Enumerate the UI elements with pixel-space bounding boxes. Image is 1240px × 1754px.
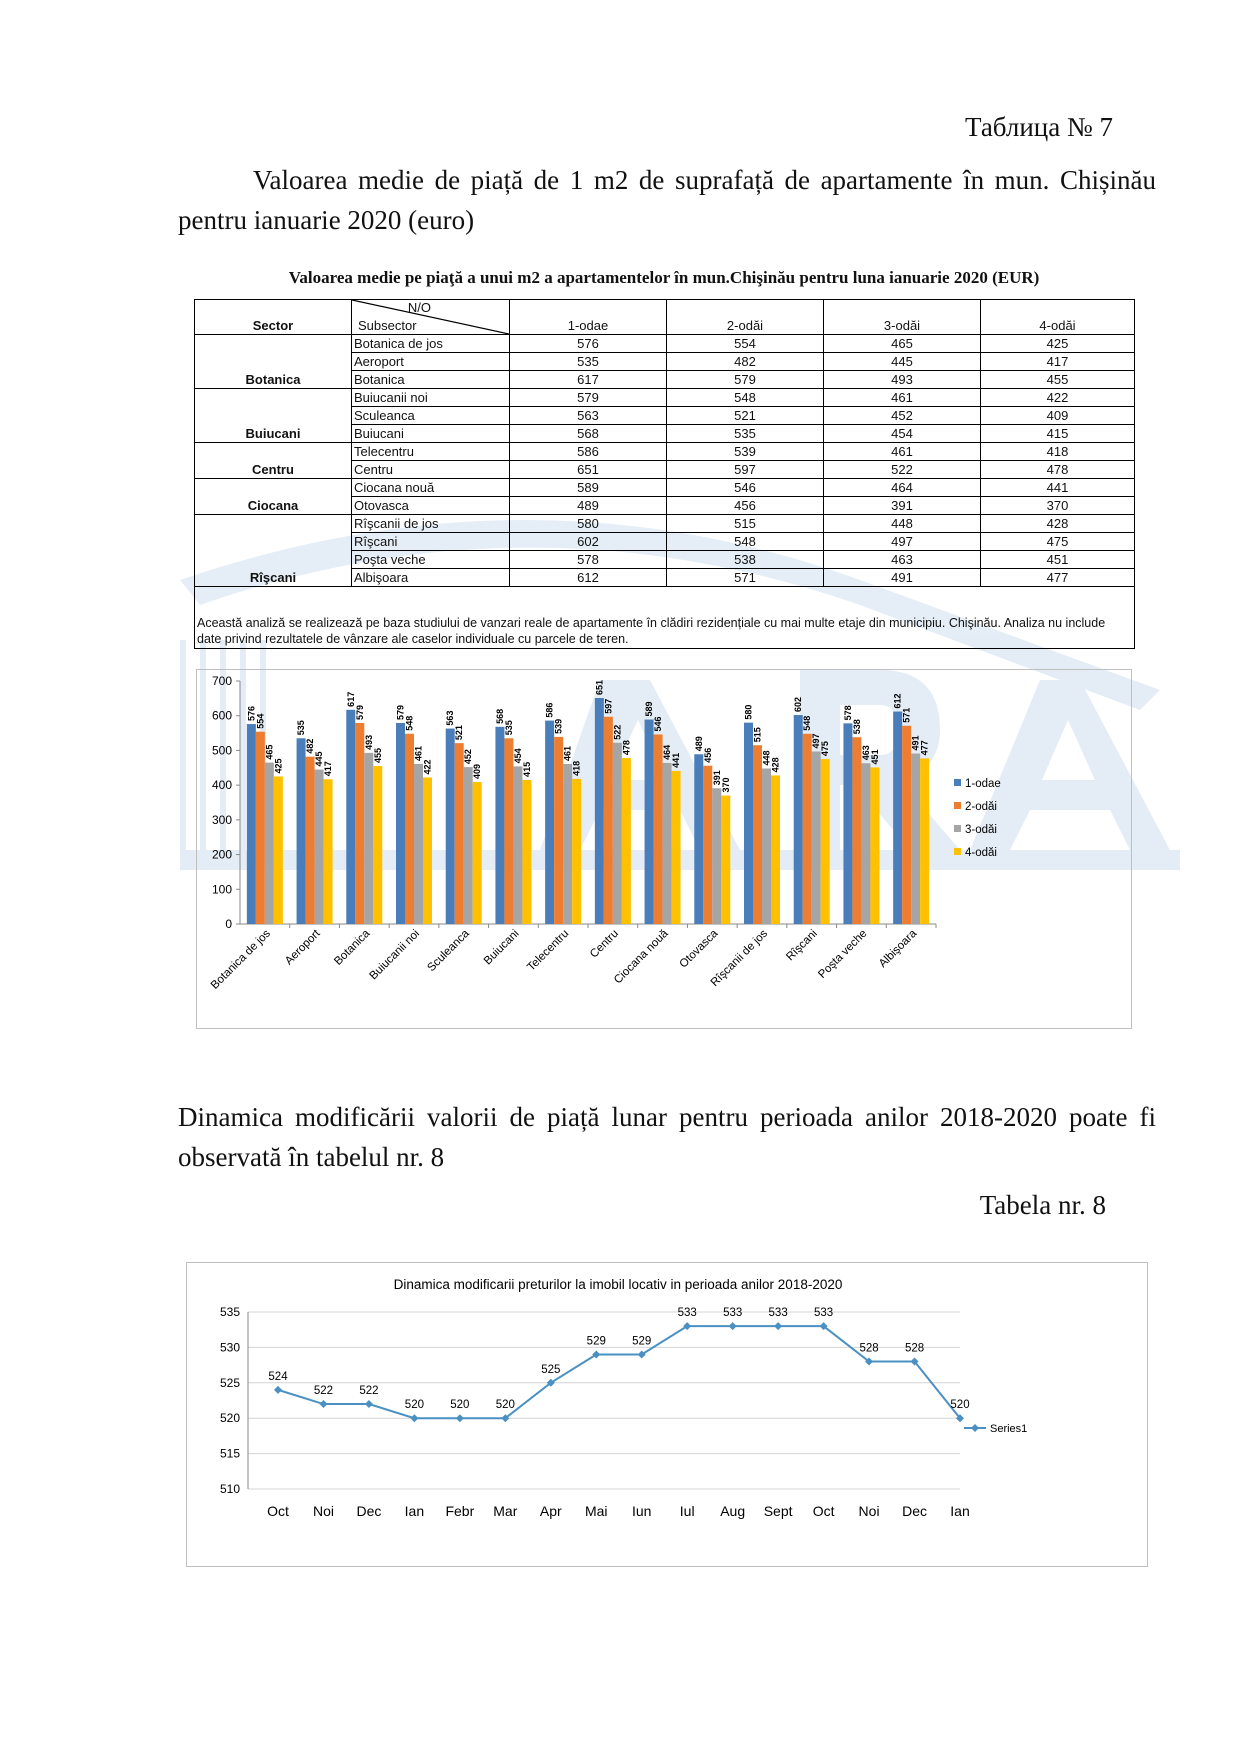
value-cell: 456: [667, 497, 824, 515]
bar: [604, 717, 613, 924]
table-note-row: [195, 587, 1135, 649]
legend-label: 3-odăi: [965, 824, 997, 836]
bar: [803, 734, 812, 924]
bar: [315, 770, 324, 924]
value-cell: 578: [510, 551, 667, 569]
bar-value-label: 522: [612, 724, 623, 740]
point-value-label: 522: [359, 1385, 379, 1398]
y-tick-label: 300: [211, 812, 232, 827]
value-cell: 579: [510, 389, 667, 407]
legend-label: 1-odae: [965, 778, 1001, 790]
bar: [852, 737, 861, 924]
y-tick-label: 530: [219, 1340, 240, 1355]
value-cell: 612: [510, 569, 667, 587]
value-cell: 477: [981, 569, 1135, 587]
value-cell: 535: [510, 353, 667, 371]
bar: [672, 771, 681, 924]
x-category-label: Albişoara: [876, 927, 920, 971]
value-cell: 548: [667, 389, 824, 407]
value-cell: 422: [981, 389, 1135, 407]
x-category-label: Ian: [404, 1503, 425, 1519]
x-category-label: Buiucani: [481, 927, 522, 968]
price-table: [194, 299, 1135, 649]
bar: [595, 698, 604, 924]
table-note: Această analiză se realizează pe baza studiului de vanzari reale de apartamente în clădiri rezidențiale cu mai multe etaje din municipiu. Chişinău. Analiza nu include date privind rezultatele de vânzare ale caselor individuale cu parcele de teren.: [195, 587, 1135, 649]
bar: [504, 738, 513, 924]
bar-value-label: 554: [255, 713, 266, 729]
point-value-label: 528: [904, 1342, 925, 1355]
line-chart: [186, 1262, 1148, 1567]
value-cell: 418: [981, 443, 1135, 461]
bar: [464, 767, 473, 924]
x-category-label: Aug: [720, 1503, 746, 1519]
value-cell: 441: [981, 479, 1135, 497]
value-cell: 464: [824, 479, 981, 497]
bar-value-label: 464: [662, 744, 673, 760]
bar-value-label: 475: [820, 741, 831, 757]
bar: [794, 715, 803, 924]
chart-title: Dinamica modificarii preturilor la imobil locativ in perioada anilor 2018-2020: [393, 1277, 843, 1292]
bar-value-label: 415: [521, 761, 532, 777]
sector-cell: Rîşcani: [195, 515, 352, 587]
bar: [306, 757, 315, 924]
bar: [572, 779, 581, 924]
bar-value-label: 451: [869, 749, 880, 765]
value-cell: 568: [510, 425, 667, 443]
bar-value-label: 422: [422, 759, 433, 775]
value-cell: 546: [667, 479, 824, 497]
bar-value-label: 461: [413, 745, 424, 761]
bar: [893, 712, 902, 924]
bar-value-label: 515: [752, 727, 763, 743]
bar-value-label: 586: [544, 702, 555, 718]
bar-value-label: 579: [354, 704, 365, 721]
bar-value-label: 580: [743, 704, 754, 720]
header-subsector-label: Subsector: [358, 318, 417, 333]
bar-value-label: 445: [314, 751, 325, 767]
x-category-label: Mar: [493, 1503, 518, 1519]
bar-value-label: 571: [901, 707, 912, 723]
bar: [843, 723, 852, 924]
value-cell: 602: [510, 533, 667, 551]
x-category-label: Botanica: [332, 927, 373, 968]
table-row: [195, 515, 1135, 533]
y-tick-label: 520: [219, 1411, 240, 1426]
bar: [654, 734, 663, 924]
y-tick-label: 525: [219, 1375, 240, 1390]
value-cell: 448: [824, 515, 981, 533]
table-row: [195, 443, 1135, 461]
bar: [274, 776, 283, 924]
point-value-label: 533: [768, 1307, 788, 1320]
x-category-label: Sculeanca: [425, 927, 472, 975]
subsector-cell: Poşta veche: [352, 551, 510, 569]
intro-paragraph: Valoarea medie de piață de 1 m2 de suprafață de apartamente în mun. Chișinău pentru ianuarie 2020 (euro): [178, 165, 1156, 235]
value-cell: 522: [824, 461, 981, 479]
x-category-label: Oct: [267, 1503, 289, 1519]
x-category-label: Botanica de jos: [208, 927, 273, 992]
bar: [911, 754, 920, 924]
subsector-cell: Sculeanca: [352, 407, 510, 425]
value-cell: 428: [981, 515, 1135, 533]
x-category-label: Mai: [584, 1503, 608, 1519]
point-value-label: 520: [450, 1399, 470, 1412]
y-tick-label: 0: [225, 917, 232, 931]
x-category-label: Apr: [539, 1503, 562, 1519]
value-cell: 651: [510, 461, 667, 479]
point-value-label: 533: [677, 1307, 697, 1320]
bar: [405, 734, 414, 924]
value-cell: 617: [510, 371, 667, 389]
bar-value-label: 482: [305, 738, 316, 754]
bar-value-label: 612: [892, 693, 903, 709]
bar-value-label: 548: [802, 715, 813, 731]
subsector-cell: Telecentru: [352, 443, 510, 461]
header-subsector: [352, 300, 510, 335]
bar-value-label: 576: [246, 706, 257, 722]
bar: [703, 766, 712, 924]
bar-value-label: 597: [603, 698, 614, 714]
x-category-label: Noi: [312, 1503, 334, 1519]
point-value-label: 529: [632, 1335, 652, 1348]
chart-frame: [187, 1263, 1148, 1567]
bar-value-label: 454: [512, 748, 523, 764]
table-row: [195, 335, 1135, 353]
bar: [324, 779, 333, 924]
value-cell: 579: [667, 371, 824, 389]
bar-value-label: 521: [454, 725, 465, 741]
bar-value-label: 465: [264, 744, 275, 760]
value-cell: 370: [981, 497, 1135, 515]
value-cell: 417: [981, 353, 1135, 371]
bar: [247, 724, 256, 924]
bar-value-label: 391: [711, 770, 722, 786]
x-category-label: Otovasca: [677, 927, 721, 971]
bar: [297, 738, 306, 924]
value-cell: 451: [981, 551, 1135, 569]
y-tick-label: 200: [211, 847, 232, 862]
bar: [712, 788, 721, 924]
value-cell: 576: [510, 335, 667, 353]
y-tick-label: 700: [211, 674, 232, 688]
legend-label: Series1: [990, 1423, 1028, 1435]
y-tick-label: 500: [211, 743, 232, 758]
subsector-cell: Rîşcani: [352, 533, 510, 551]
x-category-label: Noi: [858, 1503, 880, 1519]
value-cell: 415: [981, 425, 1135, 443]
legend-swatch: [954, 825, 961, 832]
sector-cell: Centru: [195, 443, 352, 479]
point-value-label: 533: [814, 1307, 834, 1320]
bar: [812, 751, 821, 924]
y-tick-label: 100: [211, 882, 232, 897]
value-cell: 491: [824, 569, 981, 587]
legend-swatch: [954, 802, 961, 809]
bar-value-label: 539: [553, 718, 564, 734]
value-cell: 515: [667, 515, 824, 533]
subsector-cell: Botanica de jos: [352, 335, 510, 353]
header-sector: Sector: [195, 300, 352, 335]
value-cell: 461: [824, 389, 981, 407]
value-cell: 571: [667, 569, 824, 587]
x-category-label: Poşta veche: [816, 927, 870, 981]
bar-value-label: 493: [363, 734, 374, 750]
value-cell: 425: [981, 335, 1135, 353]
point-value-label: 525: [541, 1363, 561, 1376]
bar: [721, 796, 730, 924]
bar-value-label: 452: [463, 749, 474, 765]
x-category-label: Ciocana nouă: [612, 927, 671, 987]
bar: [645, 720, 654, 924]
value-cell: 538: [667, 551, 824, 569]
subsector-cell: Ciocana nouă: [352, 479, 510, 497]
bar-value-label: 455: [372, 748, 383, 764]
bar: [455, 743, 464, 924]
bar: [821, 759, 830, 924]
bar-value-label: 441: [671, 752, 682, 768]
value-cell: 535: [667, 425, 824, 443]
x-category-label: Oct: [812, 1503, 835, 1519]
subsector-cell: Buiucani: [352, 425, 510, 443]
value-cell: 493: [824, 371, 981, 389]
header-col-4: 4-odăi: [981, 300, 1135, 335]
bar: [414, 764, 423, 924]
bar: [495, 727, 504, 924]
value-cell: 539: [667, 443, 824, 461]
y-tick-label: 535: [219, 1305, 240, 1319]
x-category-label: Aeroport: [283, 927, 323, 968]
point-value-label: 533: [723, 1307, 743, 1320]
bar-chart: [196, 669, 1132, 1029]
x-category-label: Iun: [631, 1503, 652, 1519]
bar: [622, 758, 631, 924]
point-value-label: 522: [313, 1385, 334, 1398]
value-cell: 455: [981, 371, 1135, 389]
value-cell: 461: [824, 443, 981, 461]
bar: [744, 723, 753, 924]
table-row: [195, 389, 1135, 407]
x-category-label: Dec: [356, 1503, 382, 1519]
x-category-label: Iul: [679, 1503, 695, 1519]
subsector-cell: Centru: [352, 461, 510, 479]
x-category-label: Rîşcanii de jos: [708, 927, 771, 990]
bar-value-label: 428: [770, 757, 781, 773]
x-category-label: Centru: [588, 927, 621, 961]
table-number-label: Таблица № 7: [965, 112, 1113, 142]
value-cell: 597: [667, 461, 824, 479]
x-category-label: Buiucanii noi: [367, 927, 423, 983]
table-row: [195, 479, 1135, 497]
y-tick-label: 510: [219, 1482, 240, 1496]
value-cell: 463: [824, 551, 981, 569]
bar-value-label: 418: [571, 760, 582, 776]
bar-value-label: 497: [811, 733, 822, 749]
point-value-label: 529: [586, 1335, 606, 1348]
header-col-2: 2-odăi: [667, 300, 824, 335]
bar: [265, 763, 274, 924]
bar-value-label: 579: [395, 704, 406, 721]
bar: [663, 763, 672, 924]
bar: [364, 753, 373, 924]
legend-label: 2-odăi: [965, 801, 997, 813]
dynamics-paragraph: Dinamica modificării valorii de piață lunar pentru perioada anilor 2018-2020 poate fi observată în tabelul nr. 8: [178, 1102, 1156, 1172]
bar: [771, 775, 780, 924]
table8-label: Tabela nr. 8: [979, 1190, 1106, 1220]
bar: [870, 767, 879, 924]
subsector-cell: Buiucanii noi: [352, 389, 510, 407]
point-value-label: 520: [950, 1399, 970, 1412]
x-category-label: Febr: [445, 1503, 475, 1519]
sector-cell: Buiucani: [195, 389, 352, 443]
bar: [902, 726, 911, 924]
bar: [373, 766, 382, 924]
subsector-cell: Otovasca: [352, 497, 510, 515]
x-category-label: Rîşcani: [784, 927, 820, 964]
bar-value-label: 461: [562, 745, 573, 761]
bar-value-label: 370: [720, 777, 731, 793]
bar: [920, 758, 929, 924]
bar: [694, 754, 703, 924]
subsector-cell: Aeroport: [352, 353, 510, 371]
value-cell: 548: [667, 533, 824, 551]
bar: [423, 778, 432, 924]
legend-swatch: [954, 779, 961, 786]
y-tick-label: 515: [219, 1446, 240, 1461]
bar-value-label: 477: [919, 740, 930, 756]
point-value-label: 520: [404, 1399, 424, 1412]
bar-value-label: 535: [296, 720, 307, 736]
x-category-label: Dec: [902, 1503, 927, 1519]
bar-value-label: 548: [404, 715, 415, 731]
bar: [554, 737, 563, 924]
bar-value-label: 417: [323, 761, 334, 777]
bar: [861, 763, 870, 924]
value-cell: 563: [510, 407, 667, 425]
bar-value-label: 448: [761, 750, 772, 766]
header-no: N/O: [407, 300, 431, 315]
point-value-label: 520: [495, 1399, 515, 1412]
value-cell: 554: [667, 335, 824, 353]
bar: [473, 782, 482, 924]
bar-value-label: 568: [494, 708, 505, 724]
value-cell: 445: [824, 353, 981, 371]
bar: [396, 723, 405, 924]
bar-value-label: 463: [860, 745, 871, 761]
value-cell: 586: [510, 443, 667, 461]
value-cell: 489: [510, 497, 667, 515]
subsector-cell: Botanica: [352, 371, 510, 389]
value-cell: 589: [510, 479, 667, 497]
value-cell: 521: [667, 407, 824, 425]
subsector-cell: Albişoara: [352, 569, 510, 587]
value-cell: 391: [824, 497, 981, 515]
value-cell: 409: [981, 407, 1135, 425]
bar: [513, 766, 522, 924]
value-cell: 465: [824, 335, 981, 353]
sector-cell: Botanica: [195, 335, 352, 389]
table-header-row: [195, 300, 1135, 335]
header-col-1: 1-odae: [510, 300, 667, 335]
bar: [563, 764, 572, 924]
bar-value-label: 535: [503, 720, 514, 736]
bar-value-label: 456: [702, 747, 713, 763]
legend-swatch: [954, 848, 961, 855]
x-category-label: Ian: [950, 1503, 970, 1519]
value-cell: 580: [510, 515, 667, 533]
bar-value-label: 578: [842, 705, 853, 721]
bar: [545, 721, 554, 924]
bar-value-label: 617: [345, 691, 356, 707]
bar-value-label: 651: [594, 679, 605, 696]
y-tick-label: 600: [211, 708, 232, 723]
value-cell: 454: [824, 425, 981, 443]
value-cell: 482: [667, 353, 824, 371]
header-col-3: 3-odăi: [824, 300, 981, 335]
bar: [753, 745, 762, 924]
bar: [522, 780, 531, 924]
bar-value-label: 589: [644, 701, 655, 717]
x-category-label: Sept: [763, 1503, 793, 1519]
bar-value-label: 538: [851, 719, 862, 735]
table7-title: Valoarea medie pe piaţă a unui m2 a apartamentelor în mun.Chişinău pentru luna ianuarie 2020 (EUR): [288, 268, 1040, 287]
bar-value-label: 478: [621, 740, 632, 756]
y-tick-label: 400: [211, 778, 232, 793]
legend-label: 4-odăi: [965, 847, 997, 859]
bar-value-label: 563: [445, 710, 456, 726]
bar-value-label: 602: [793, 696, 804, 713]
x-category-label: Telecentru: [525, 927, 572, 974]
point-value-label: 528: [859, 1342, 879, 1355]
bar: [446, 729, 455, 924]
bar: [613, 743, 622, 924]
bar: [762, 768, 771, 924]
bar: [355, 723, 364, 924]
bar-value-label: 491: [910, 735, 921, 751]
bar-value-label: 409: [472, 763, 483, 780]
value-cell: 475: [981, 533, 1135, 551]
value-cell: 478: [981, 461, 1135, 479]
bar-value-label: 546: [653, 716, 664, 732]
point-value-label: 524: [268, 1370, 288, 1383]
sector-cell: Ciocana: [195, 479, 352, 515]
subsector-cell: Rîşcanii de jos: [352, 515, 510, 533]
value-cell: 497: [824, 533, 981, 551]
bar-value-label: 425: [273, 758, 284, 774]
bar: [346, 710, 355, 924]
value-cell: 452: [824, 407, 981, 425]
bar-value-label: 489: [693, 736, 704, 752]
